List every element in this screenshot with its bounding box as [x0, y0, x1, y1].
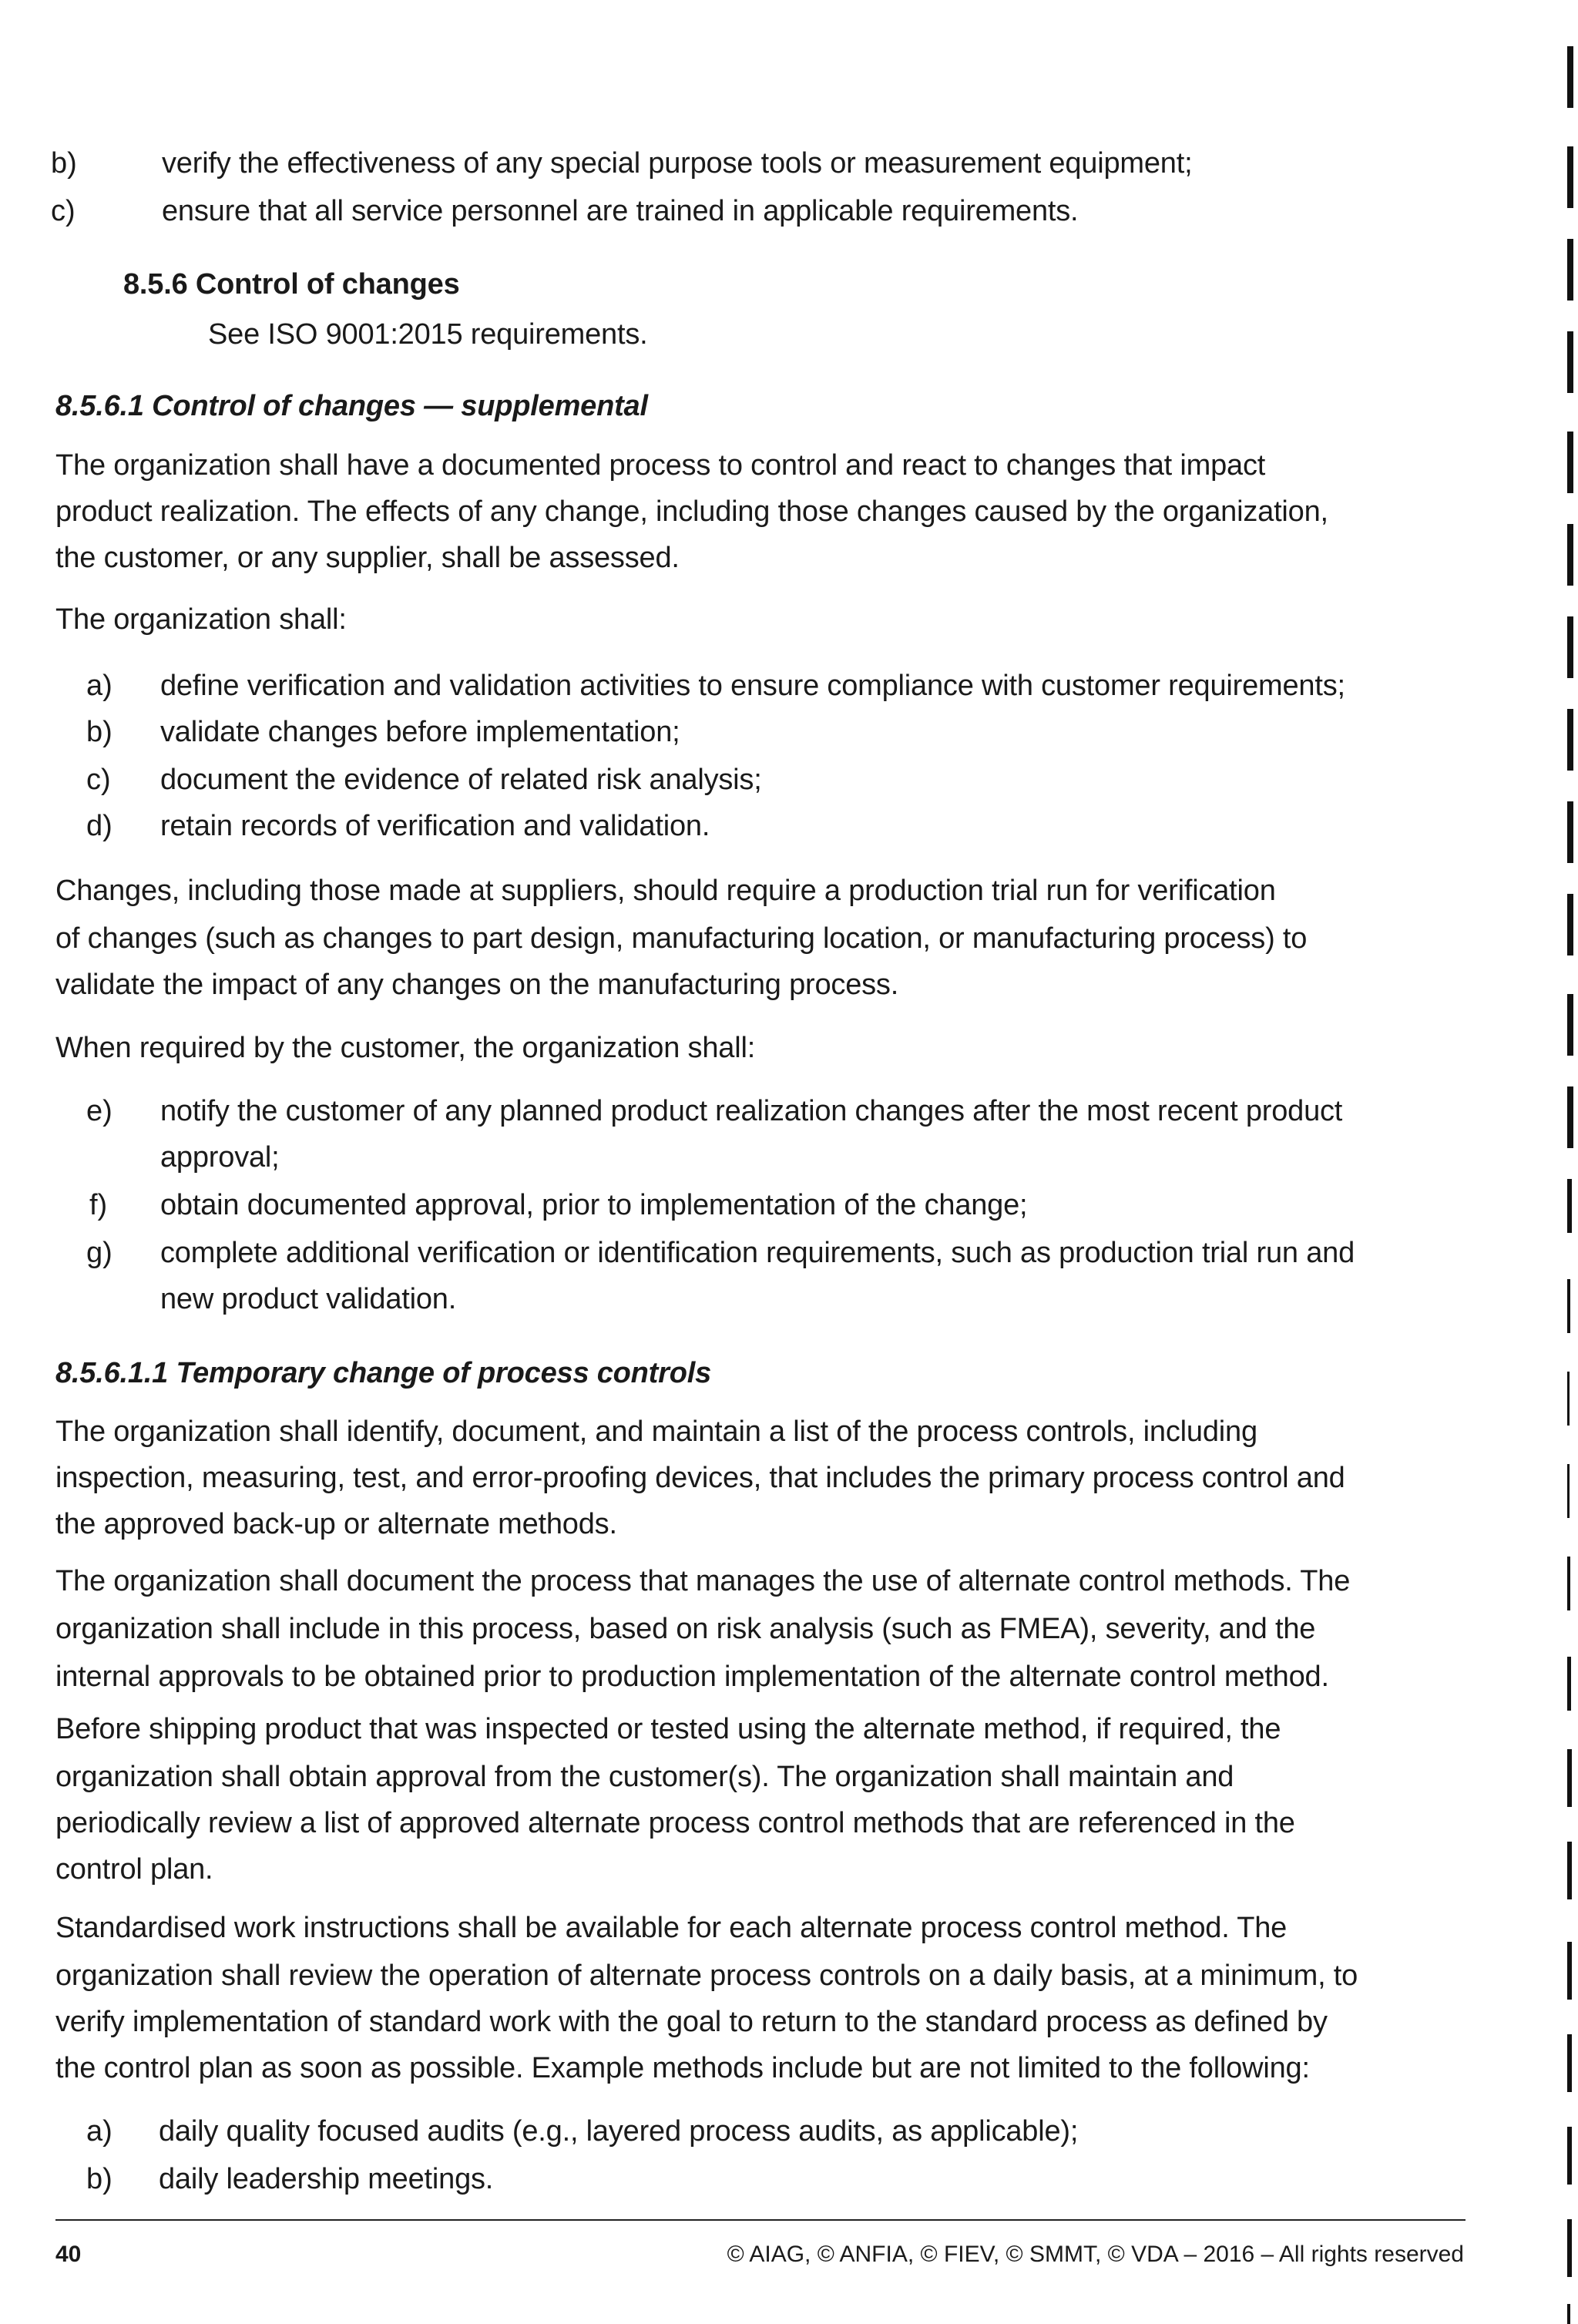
change-bar — [1567, 146, 1573, 208]
change-bar — [1567, 1279, 1570, 1333]
paragraph-line: verify implementation of standard work with the goal to return to the standard process as defined by — [55, 2006, 1328, 2038]
list-label: f) — [89, 1189, 108, 1221]
change-bar — [1567, 1657, 1571, 1711]
paragraph-line: organization shall include in this process, based on risk analysis (such as FMEA), severity, and the — [55, 1613, 1316, 1645]
footer-rule — [55, 2219, 1466, 2221]
list-label: a) — [86, 2115, 112, 2148]
change-bar — [1567, 1086, 1573, 1148]
paragraph-line: The organization shall: — [55, 603, 347, 636]
paragraph-line: The organization shall document the process that manages the use of alternate control methods. The — [55, 1565, 1351, 1597]
paragraph-line: the control plan as soon as possible. Example methods include but are not limited to the following: — [55, 2052, 1310, 2084]
change-bar — [1567, 2219, 1572, 2277]
copyright-notice: © AIAG, © ANFIA, © FIEV, © SMMT, © VDA – 2016 – All rights reserved — [727, 2242, 1464, 2267]
list-item-text: document the evidence of related risk analysis; — [160, 764, 762, 796]
list-item-text: ensure that all service personnel are trained in applicable requirements. — [162, 195, 1079, 227]
list-item-text: daily quality focused audits (e.g., layered process audits, as applicable); — [159, 2115, 1079, 2148]
change-bar — [1567, 239, 1573, 301]
paragraph-line: the customer, or any supplier, shall be assessed. — [55, 542, 680, 574]
list-item-text: verify the effectiveness of any special purpose tools or measurement equipment; — [162, 147, 1193, 180]
paragraph-line: inspection, measuring, test, and error-proofing devices, that includes the primary process control and — [55, 1462, 1345, 1494]
list-label: a) — [86, 670, 112, 702]
change-bar — [1567, 616, 1573, 678]
paragraph-line: Before shipping product that was inspected or tested using the alternate method, if required, the — [55, 1713, 1281, 1745]
list-item-text: approval; — [160, 1141, 280, 1174]
change-bar — [1567, 2304, 1570, 2324]
section-heading-8-5-6: 8.5.6 Control of changes — [123, 268, 460, 301]
list-label: c) — [51, 195, 76, 227]
change-bar — [1567, 2034, 1572, 2092]
paragraph-line: internal approvals to be obtained prior to production implementation of the alternate control method. — [55, 1661, 1329, 1693]
change-bar — [1567, 994, 1573, 1056]
change-bar — [1567, 801, 1573, 863]
list-item-text: daily leadership meetings. — [159, 2163, 494, 2195]
change-bar — [1567, 432, 1573, 493]
change-bar — [1567, 1179, 1572, 1233]
paragraph-line: the approved back-up or alternate methods. — [55, 1508, 617, 1540]
list-item-text: new product validation. — [160, 1283, 457, 1315]
paragraph-line: periodically review a list of approved alternate process control methods that are referenced in the — [55, 1807, 1295, 1839]
change-bar — [1567, 331, 1573, 393]
list-item-text: define verification and validation activities to ensure compliance with customer requirements; — [160, 670, 1345, 702]
change-bar — [1567, 1842, 1572, 1899]
change-bar — [1567, 1372, 1570, 1426]
change-bar — [1567, 894, 1573, 955]
paragraph-line: validate the impact of any changes on the manufacturing process. — [55, 969, 899, 1001]
page-number: 40 — [55, 2242, 82, 2267]
paragraph-line: Changes, including those made at suppliers, should require a production trial run for verification — [55, 875, 1276, 907]
list-item-text: notify the customer of any planned product realization changes after the most recent product — [160, 1095, 1343, 1127]
list-label: b) — [51, 147, 77, 180]
list-item-text: obtain documented approval, prior to implementation of the change; — [160, 1189, 1028, 1221]
change-bar — [1567, 1942, 1572, 2000]
paragraph-line: organization shall obtain approval from the customer(s). The organization shall maintain and — [55, 1761, 1234, 1793]
change-bar — [1567, 1464, 1570, 1518]
list-label: g) — [86, 1237, 112, 1269]
section-heading-8-5-6-1: 8.5.6.1 Control of changes — supplemental — [55, 390, 648, 422]
change-bar — [1567, 1557, 1570, 1610]
list-label: c) — [86, 764, 111, 796]
list-label: d) — [86, 810, 112, 842]
paragraph-line: organization shall review the operation of alternate process controls on a daily basis, at a minimum, to — [55, 1960, 1358, 1992]
list-label: b) — [86, 716, 112, 748]
change-bar — [1567, 1749, 1572, 1807]
section-text: See ISO 9001:2015 requirements. — [208, 318, 648, 351]
change-bar — [1567, 709, 1573, 771]
list-item-text: retain records of verification and validation. — [160, 810, 710, 842]
change-bar — [1567, 2127, 1572, 2185]
list-item-text: validate changes before implementation; — [160, 716, 680, 748]
paragraph-line: When required by the customer, the organization shall: — [55, 1032, 756, 1064]
list-label: b) — [86, 2163, 112, 2195]
paragraph-line: control plan. — [55, 1853, 213, 1886]
paragraph-line: The organization shall have a documented process to control and react to changes that impact — [55, 449, 1266, 482]
paragraph-line: Standardised work instructions shall be available for each alternate process control method. The — [55, 1912, 1288, 1944]
list-label: e) — [86, 1095, 112, 1127]
paragraph-line: The organization shall identify, document, and maintain a list of the process controls, including — [55, 1416, 1257, 1448]
section-heading-8-5-6-1-1: 8.5.6.1.1 Temporary change of process controls — [55, 1357, 712, 1389]
paragraph-line: of changes (such as changes to part design, manufacturing location, or manufacturing process) to — [55, 922, 1308, 955]
change-bar — [1567, 524, 1573, 586]
list-item-text: complete additional verification or identification requirements, such as production trial run and — [160, 1237, 1355, 1269]
paragraph-line: product realization. The effects of any change, including those changes caused by the organization, — [55, 495, 1328, 528]
change-bar — [1567, 46, 1573, 108]
